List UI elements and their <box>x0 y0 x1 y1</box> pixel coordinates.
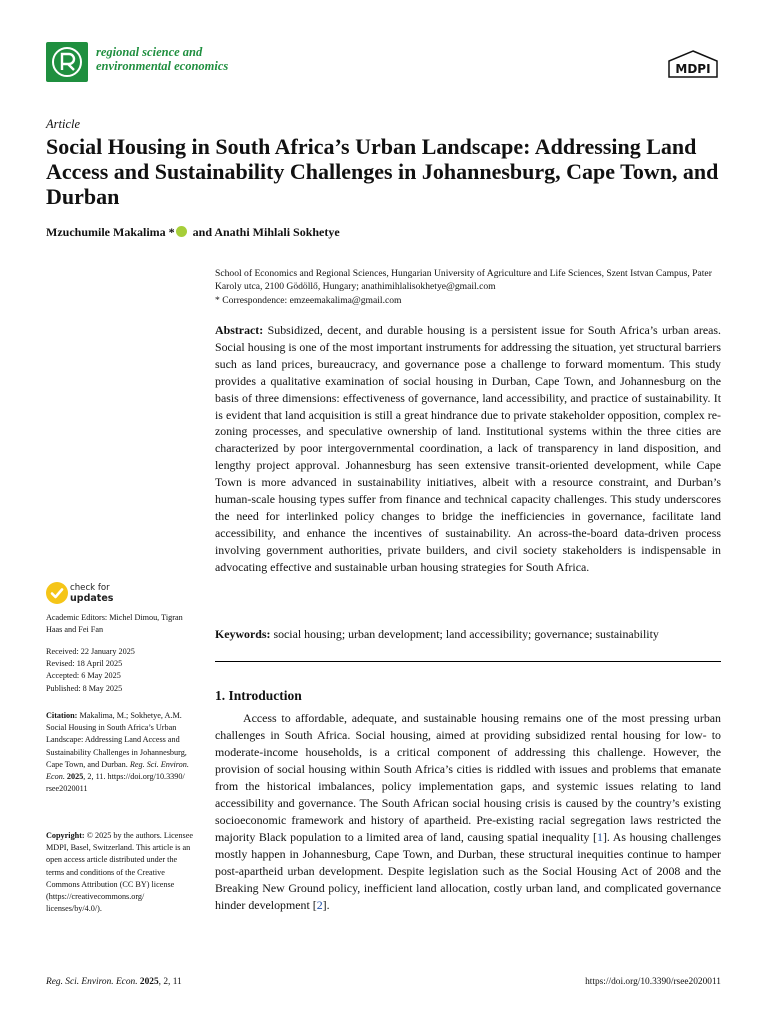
footer-doi-link[interactable]: https://doi.org/10.3390/rsee2020011 <box>585 977 721 987</box>
orcid-icon[interactable] <box>176 226 187 237</box>
abstract <box>215 322 721 576</box>
article-title: Social Housing in South Africa’s Urban Landscape: Addressing Land Access and Sustainability Challenges in Johannesburg, Cape Town, and Durban <box>46 134 719 209</box>
citation <box>46 710 196 795</box>
check-for-updates-button[interactable] <box>70 584 113 603</box>
author-1: Mzuchumile Makalima * <box>46 225 175 239</box>
date-revised: Revised: 18 April 2025 <box>46 659 123 669</box>
section-heading-introduction: 1. Introduction <box>215 688 302 703</box>
footer-year: 2025 <box>137 977 159 987</box>
reference-link-1[interactable]: 1 <box>596 830 603 844</box>
journal-name-line1: regional science and <box>96 45 203 59</box>
copyright-label: Copyright: <box>46 831 85 840</box>
footer-volume: , 2, 11 <box>158 977 182 987</box>
journal-logo-icon <box>46 42 88 82</box>
date-accepted: Accepted: 6 May 2025 <box>46 671 121 681</box>
copyright-text: © 2025 by the authors. Licensee MDPI, Basel, Switzerland. This article is an open access article distributed under the terms and conditions of the Creative Commons Attribution (CC BY) license (https://creativecommons.org/ licenses/by/4.0/). <box>46 831 193 914</box>
publication-dates <box>46 646 196 695</box>
abstract-label: Abstract: <box>215 323 264 337</box>
mdpi-logo-icon <box>667 49 719 79</box>
abstract-text: Subsidized, decent, and durable housing is a persistent issue for South Africa’s urban areas. Social housing is one of the most important instruments for addressing the situation, yet structural barriers such as land prices, bureaucracy, and governance pose a challenge to forward momentum. This study provides a qualitative examination of social housing in Durban, Cape Town, and Johannesburg on the basis of three dimensions: effectiveness of governance, land accessibility, and practice of sustainability. It is evident that land acquisition is still a great hindrance due to private stakeholder opposition, complex rezoning processes, and speculative ownership of land. Institutional systems within the three cities are characterized by poor intergovernmental coordination, a lack of transparency in land disposition, and lengthy project approval. Johannesburg has seen extensive transit-oriented development, while Cape Town is more advanced in sustainability initiatives, albeit with a resource constraint, and Durban’s human-scale housing types suffer from finance and technical capacity challenges. This study underscores the need for interlinked policy changes to bridge the inefficiencies in governance, facilitate land accessibility, and enhance the incentives of sustainability. An across-the-board data-driven process involving government authorities, private builders, and civil society stakeholders is indispensable in advocating effective and sustainable urban housing strategies for South Africa. <box>215 323 721 574</box>
intro-text-a: Access to affordable, adequate, and sustainable housing remains one of the most pressing urban challenges in South Africa. Social housing, aimed at providing subsidized rental housing for low- to moderate-income households, is a critical component of addressing this challenge. However, the provision of social housing within South Africa’s cities is riddled with issues and problems that emanate from the historical imbalances, policy implementation gaps, and systemic issues relating to land accessibility and governance. The South African social housing crisis is caused by the country’s existing socioeconomic framework and history of apartheid. Pre-existing racial segregation laws restricted the majority Black population to a limited area of land, causing spatial inequality [ <box>215 711 721 844</box>
intro-text-c: ]. <box>322 898 330 912</box>
citation-journal: Reg. Sci. Environ. Econ. <box>46 759 189 782</box>
journal-name-line2: environmental economics <box>96 59 229 73</box>
check-for-updates-icon[interactable] <box>46 582 68 604</box>
citation-rest[interactable]: , 2, 11. https://doi.org/10.3390/ rsee2020011 <box>46 772 185 794</box>
affiliation: School of Economics and Regional Sciences, Hungarian University of Agriculture and Life Sciences, Szent Istvan Campus, Pater Karoly utca, 2100 Gödöllő, Hungary; anathimihlalisokhetye@gmail.com <box>215 268 712 292</box>
publisher-name: MDPI <box>675 62 711 76</box>
check-for-updates-line1: check for <box>70 583 110 593</box>
date-published: Published: 8 May 2025 <box>46 683 123 693</box>
academic-editors: Academic Editors: Michel Dimou, Tigran Haas and Fei Fan <box>46 613 183 635</box>
author-2: and Anathi Mihlali Sokhetye <box>189 225 340 239</box>
reference-link-2[interactable]: 2 <box>316 898 323 912</box>
article-type: Article <box>46 117 81 131</box>
footer-journal-abbrev: Reg. Sci. Environ. Econ. <box>46 977 138 987</box>
keywords-text: social housing; urban development; land accessibility; governance; sustainability <box>270 627 659 641</box>
author-list <box>46 225 340 240</box>
citation-year: 2025 <box>64 772 84 782</box>
citation-label: Citation: <box>46 711 78 720</box>
footer-journal-reference <box>46 977 182 987</box>
section-divider <box>215 661 721 662</box>
citation-text: Makalima, M.; Sokhetye, A.M. Social Housing in South Africa’s Urban Landscape: Addressing Land Access and Sustainability Challenges in Johannesburg, Cape Town, and Durban. <box>46 711 187 769</box>
keywords <box>215 626 725 642</box>
intro-text-b: ]. As housing challenges mostly happen in Johannesburg, Cape Town, and Durban, these structural inequities continue to hamper post-apartheid urban development. Despite legislation such as the Social Housing Act of 2008 and the Breaking New Ground policy, inefficient land allocation, costly urban land, and complicated governance hinder development [ <box>215 830 721 912</box>
correspondence: * Correspondence: emzeemakalima@gmail.com <box>215 295 402 306</box>
check-for-updates-line2: updates <box>70 592 114 604</box>
copyright-notice <box>46 830 196 915</box>
introduction-paragraph <box>215 710 721 914</box>
date-received: Received: 22 January 2025 <box>46 647 135 656</box>
keywords-label: Keywords: <box>215 627 271 641</box>
journal-name <box>96 45 228 73</box>
